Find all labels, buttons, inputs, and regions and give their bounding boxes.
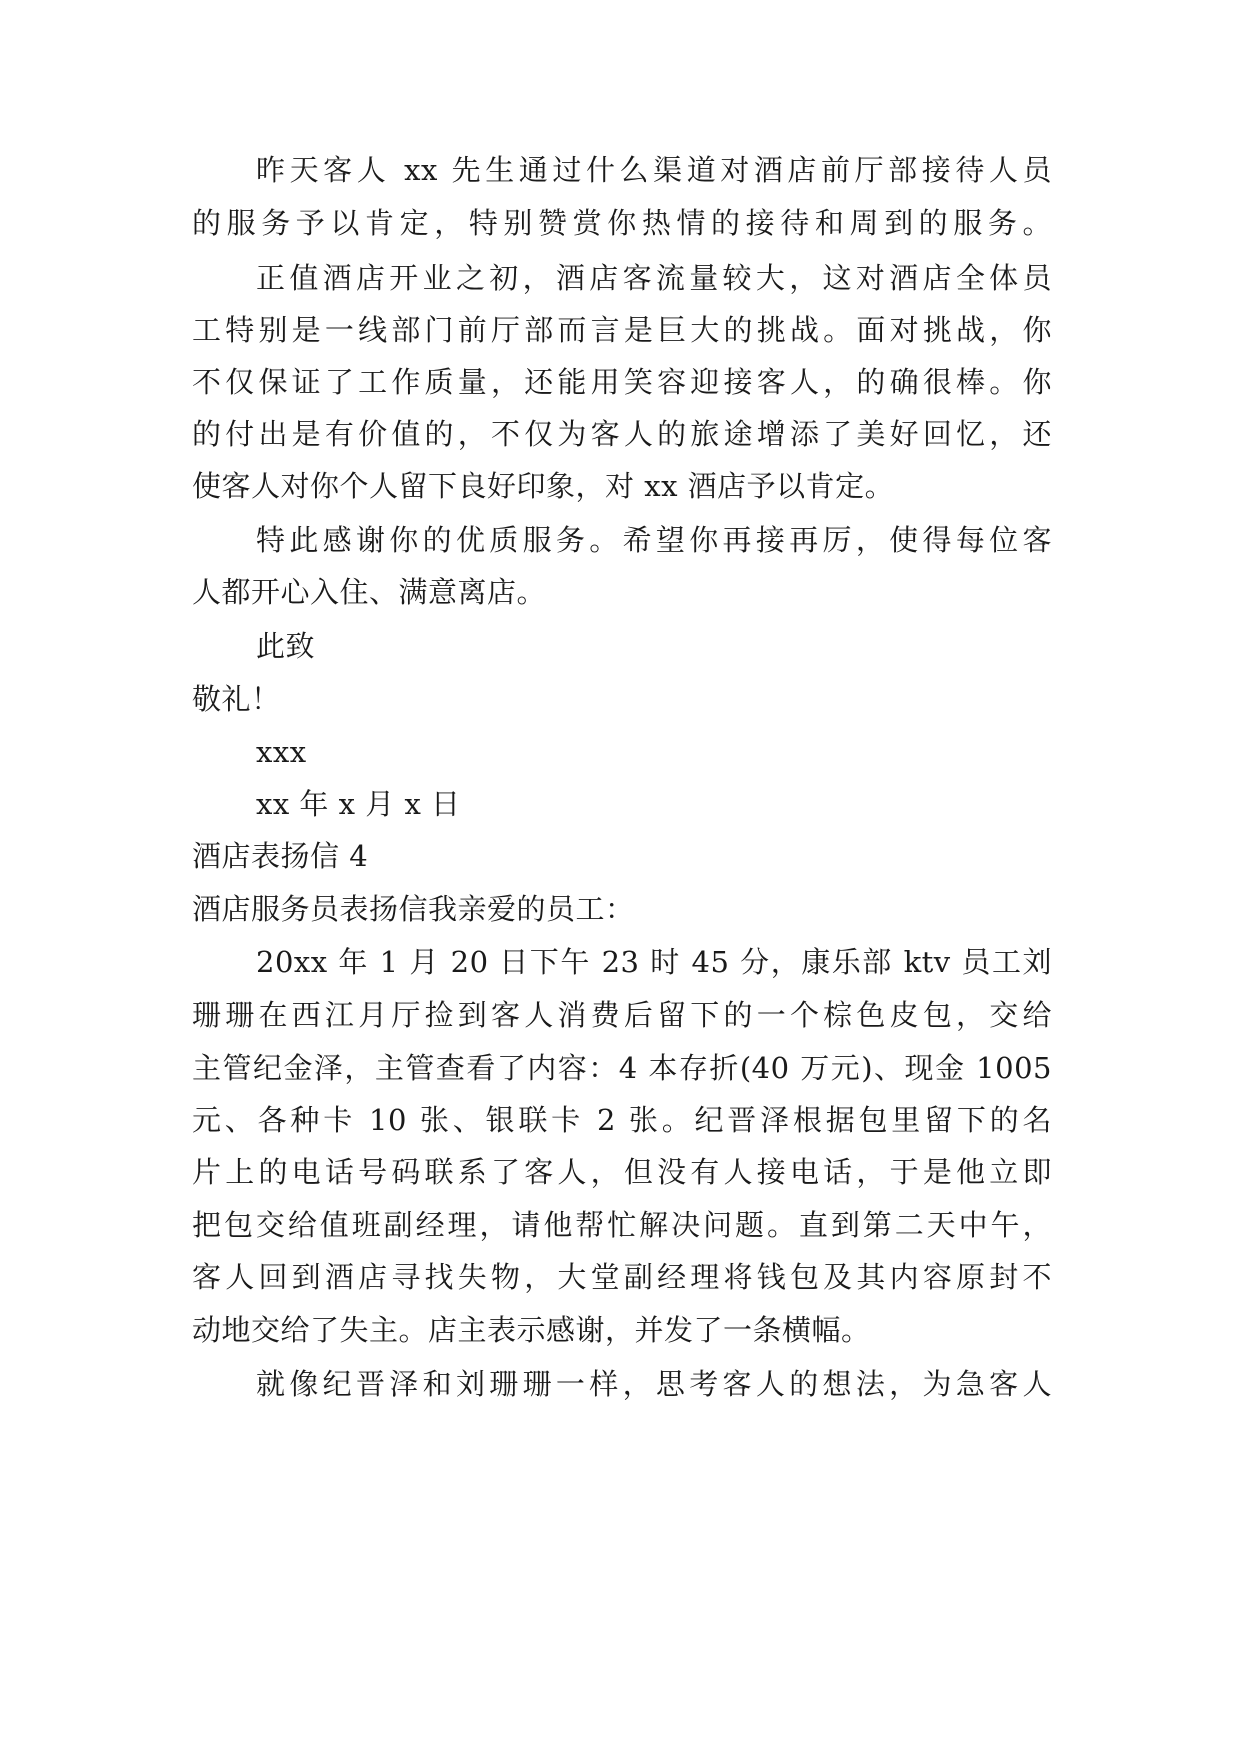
closing-regards: 敬礼！ — [192, 682, 281, 716]
letter-greeting: 酒店服务员表扬信我亲爱的员工： — [192, 892, 635, 926]
paragraph-line: 就像纪晋泽和刘珊珊一样，思考客人的想法，为急客人 — [256, 1367, 1052, 1401]
paragraph-line: 元、各种卡 10 张、银联卡 2 张。纪晋泽根据包里留下的名 — [192, 1103, 1052, 1137]
paragraph-line: 动地交给了失主。店主表示感谢，并发了一条横幅。 — [192, 1313, 871, 1347]
paragraph-line: 主管纪金泽，主管查看了内容：4 本存折(40 万元)、现金 1005 — [192, 1051, 1052, 1085]
paragraph-line: 20xx 年 1 月 20 日下午 23 时 45 分，康乐部 ktv 员工刘 — [256, 945, 1052, 979]
paragraph-line: 把包交给值班副经理，请他帮忙解决问题。直到第二天中午， — [192, 1208, 1052, 1242]
paragraph-line: 客人回到酒店寻找失物，大堂副经理将钱包及其内容原封不 — [192, 1260, 1052, 1294]
paragraph-line: 珊珊在西江月厅捡到客人消费后留下的一个棕色皮包，交给 — [192, 998, 1052, 1032]
paragraph-line: 的付出是有价值的，不仅为客人的旅途增添了美好回忆，还 — [192, 417, 1052, 451]
signature-date: xx 年 x 月 x 日 — [256, 787, 461, 821]
paragraph-line: 人都开心入住、满意离店。 — [192, 575, 547, 609]
paragraph-line: 昨天客人 xx 先生通过什么渠道对酒店前厅部接待人员 — [256, 153, 1052, 187]
section-title: 酒店表扬信 4 — [192, 839, 369, 873]
paragraph-line: 不仅保证了工作质量，还能用笑容迎接客人，的确很棒。你 — [192, 365, 1052, 399]
signature-name: xxx — [256, 735, 307, 769]
paragraph-line: 的服务予以肯定，特别赞赏你热情的接待和周到的服务。 — [192, 206, 1052, 240]
paragraph-line: 工特别是一线部门前厅部而言是巨大的挑战。面对挑战，你 — [192, 313, 1052, 347]
paragraph-line: 正值酒店开业之初，酒店客流量较大，这对酒店全体员 — [256, 261, 1052, 295]
paragraph-line: 使客人对你个人留下良好印象，对 xx 酒店予以肯定。 — [192, 469, 895, 503]
paragraph-line: 片上的电话号码联系了客人，但没有人接电话，于是他立即 — [192, 1155, 1052, 1189]
closing-salutation: 此致 — [256, 629, 316, 663]
paragraph-line: 特此感谢你的优质服务。希望你再接再厉，使得每位客 — [256, 523, 1052, 557]
